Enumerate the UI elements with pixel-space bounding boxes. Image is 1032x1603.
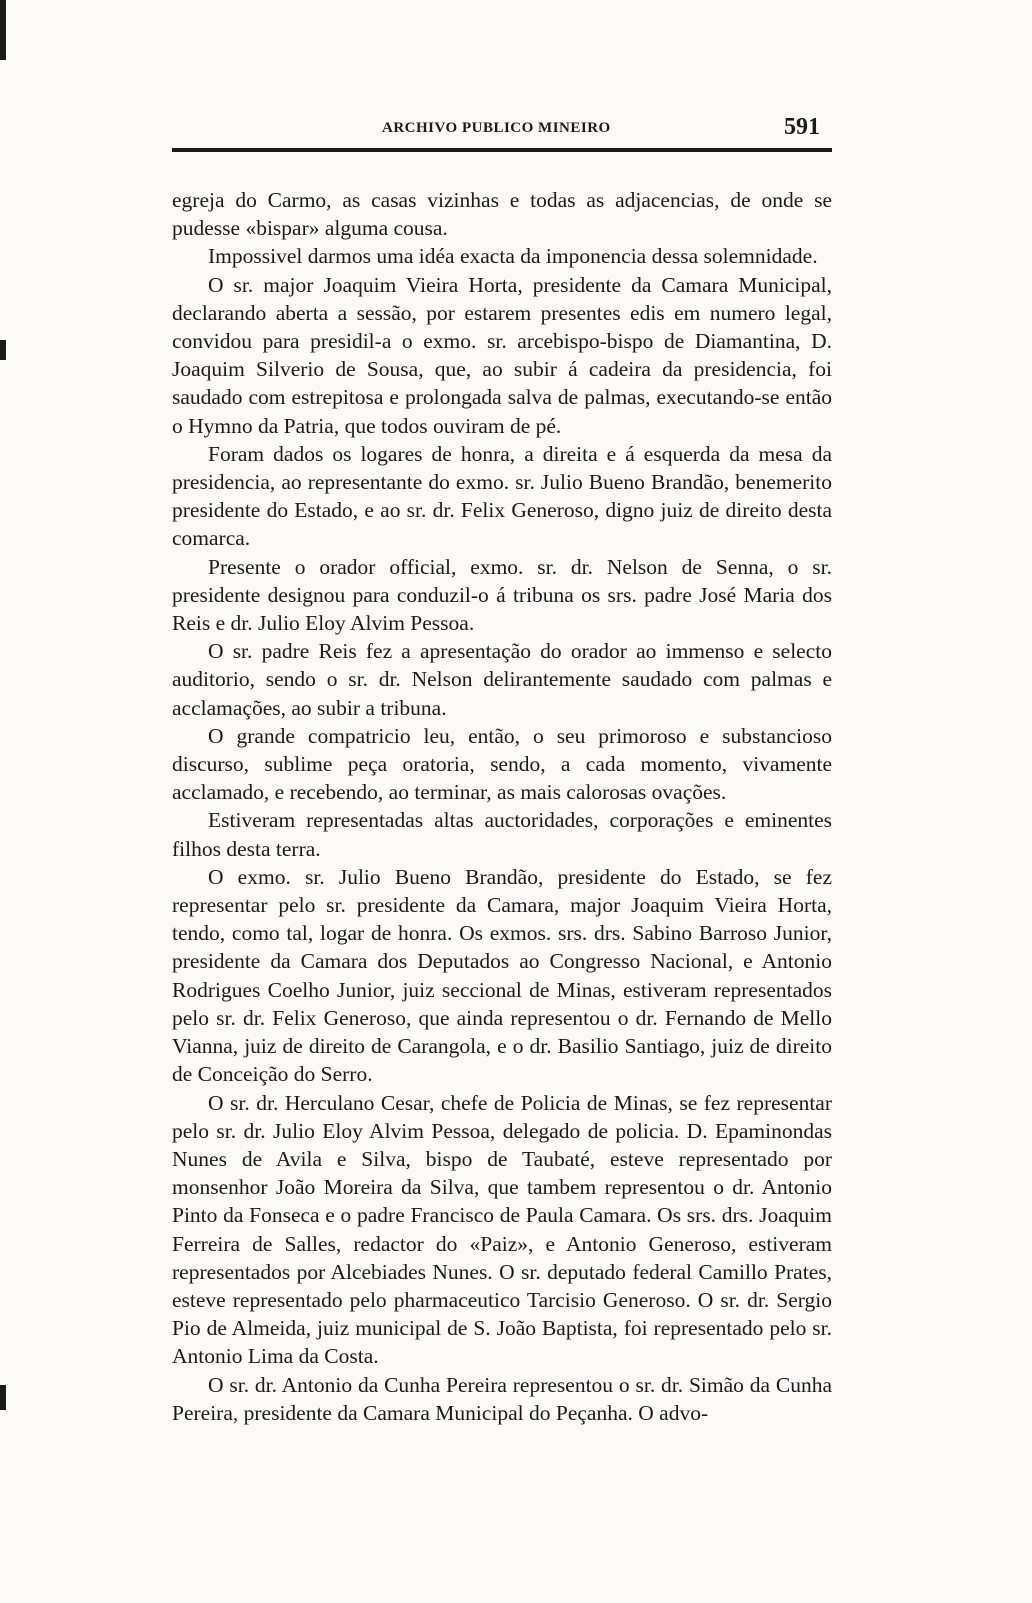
running-header (172, 114, 832, 144)
paragraph: O exmo. sr. Julio Bueno Brandão, presidente do Estado, se fez representar pelo sr. presidente da Camara, major Joaquim Vieira Horta, tendo, como tal, logar de honra. Os exmos. srs. drs. Sabino Barroso Junior, presidente da Camara dos Deputados ao Congresso Nacional, e Antonio Rodrigues Coelho Junior, juiz seccional de Minas, estiveram representados pelo sr. dr. Felix Generoso, que ainda representou o dr. Fernando de Mello Vianna, juiz de direito de Carangola, e o dr. Basilio Santiago, juiz de direito de Conceição do Serro. (172, 864, 832, 1087)
page-margin-mark (0, 1385, 6, 1410)
paragraph: Estiveram representadas altas auctoridades, corporações e eminentes filhos desta terra. (172, 808, 832, 861)
page-margin-mark (0, 0, 6, 60)
page-margin-mark (0, 340, 6, 360)
paragraph: O grande compatricio leu, então, o seu primoroso e substancioso discurso, sublime peça oratoria, sendo, a cada momento, vivamente acclamado, e recebendo, ao terminar, as mais calorosas ovações. (172, 723, 832, 805)
paragraph: O sr. major Joaquim Vieira Horta, presidente da Camara Municipal, declarando aberta a sessão, por estarem presentes edis em numero legal, convidou para presidil-a o exmo. sr. arcebispo-bispo de Diamantina, D. Joaquim Silverio de Sousa, que, ao subir á cadeira da presidencia, foi saudado com estrepitosa e prolongada salva de palmas, executando-se então o Hymno da Patria, que todos ouviram de pé. (172, 272, 832, 438)
paragraph: Presente o orador official, exmo. sr. dr. Nelson de Senna, o sr. presidente designou para conduzil-o á tribuna os srs. padre José Maria dos Reis e dr. Julio Eloy Alvim Pessoa. (172, 554, 832, 636)
header-rule (172, 148, 832, 152)
body-text (172, 186, 832, 1427)
paragraph: egreja do Carmo, as casas vizinhas e todas as adjacencias, de onde se pudesse «bispar» alguma cousa. (172, 188, 832, 241)
running-title: ARCHIVO PUBLICO MINEIRO (382, 120, 611, 136)
page-number: 591 (784, 114, 820, 140)
paragraph: O sr. dr. Antonio da Cunha Pereira representou o sr. dr. Simão da Cunha Pereira, presidente da Camara Municipal do Peçanha. O advo- (172, 1372, 832, 1425)
paragraph: O sr. dr. Herculano Cesar, chefe de Policia de Minas, se fez representar pelo sr. dr. Julio Eloy Alvim Pessoa, delegado de policia. D. Epaminondas Nunes de Avila e Silva, bispo de Taubaté, esteve representado por monsenhor João Moreira da Silva, que tambem representou o dr. Antonio Pinto da Fonseca e o padre Francisco de Paula Camara. Os srs. drs. Joaquim Ferreira de Salles, redactor do «Paiz», e Antonio Generoso, estiveram representados por Alcebiades Nunes. O sr. deputado federal Camillo Prates, esteve representado pelo pharmaceutico Tarcisio Generoso. O sr. dr. Sergio Pio de Almeida, juiz municipal de S. João Baptista, foi representado pelo sr. Antonio Lima da Costa. (172, 1090, 832, 1369)
paragraph: Impossivel darmos uma idéa exacta da imponencia dessa solemnidade. (208, 244, 818, 269)
paragraph: O sr. padre Reis fez a apresentação do orador ao immenso e selecto auditorio, sendo o sr. dr. Nelson delirantemente saudado com palmas e acclamações, ao subir a tribuna. (172, 639, 832, 720)
paragraph: Foram dados os logares de honra, a direita e á esquerda da mesa da presidencia, ao representante do exmo. sr. Julio Bueno Brandão, benemerito presidente do Estado, e ao sr. dr. Felix Generoso, digno juiz de direito desta comarca. (172, 441, 832, 551)
